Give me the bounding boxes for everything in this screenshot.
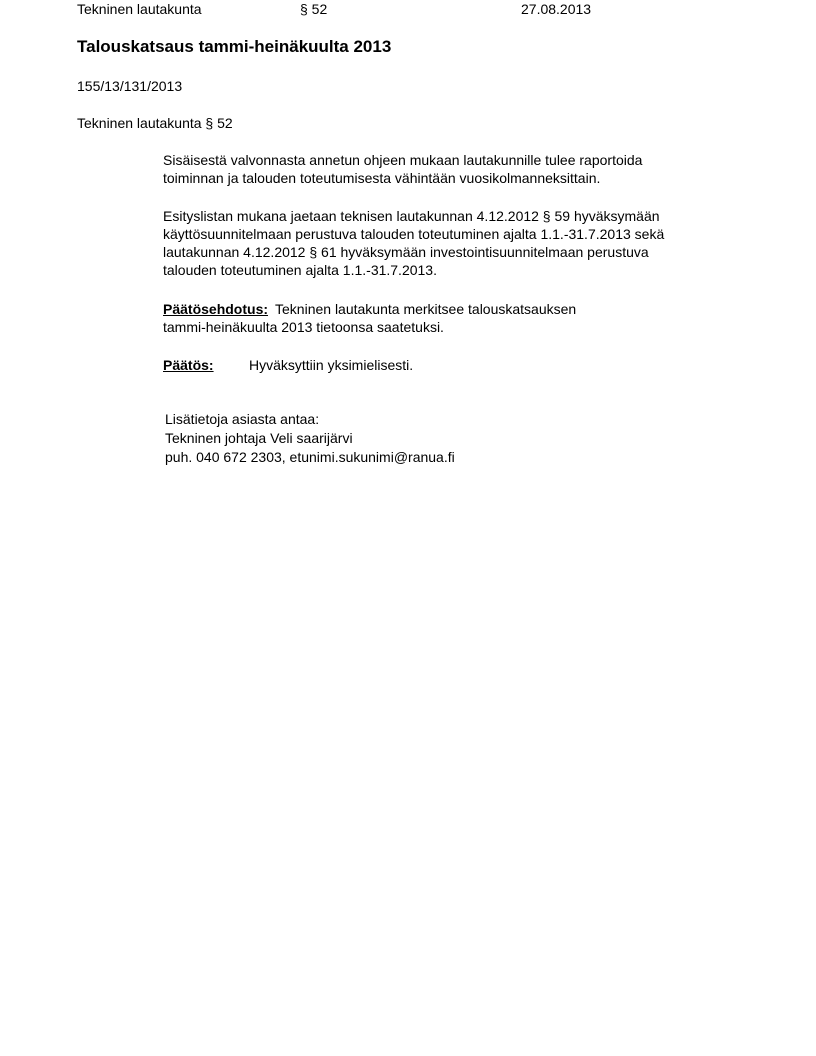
proposal-text-line1: Tekninen lautakunta merkitsee talouskatsauksen [275,301,577,317]
paragraph-line: talouden toteutuminen ajalta 1.1.-31.7.2013. [163,262,437,278]
header-date: 27.08.2013 [521,1,592,17]
reference-number: 155/13/131/2013 [77,78,183,94]
header-section-number: § 52 [300,1,328,17]
paragraph-line: Sisäisestä valvonnasta annetun ohjeen mukaan lautakunnille tulee raportoida [163,152,643,168]
header-board-name: Tekninen lautakunta [77,1,202,17]
paragraph-line: Esityslistan mukana jaetaan teknisen lautakunnan 4.12.2012 § 59 hyväksymään [163,208,660,224]
section-label: Tekninen lautakunta § 52 [77,115,233,131]
paragraph-line: toiminnan ja talouden toteutumisesta vähintään vuosikolmanneksittain. [163,170,601,186]
paragraph-reporting-requirement [163,151,763,187]
proposal-text-line2: tammi-heinäkuulta 2013 tietoonsa saatetuksi. [163,319,444,335]
paragraph-line: käyttösuunnitelmaan perustuva talouden toteutuminen ajalta 1.1.-31.7.2013 sekä [163,226,665,242]
document-title: Talouskatsaus tammi-heinäkuulta 2013 [77,37,392,56]
decision-label: Päätös: [163,357,214,373]
decision-text: Hyväksyttiin yksimielisesti. [249,357,414,373]
paragraph-line: lautakunnan 4.12.2012 § 61 hyväksymään investointisuunnitelmaan perustuva [163,244,649,260]
paragraph-agenda-attachments [163,207,763,279]
contact-line: Lisätietoja asiasta antaa: [165,411,320,427]
proposal-label: Päätösehdotus: [163,301,269,317]
contact-info [165,410,455,467]
decision [163,356,413,374]
decision-proposal [163,300,576,336]
contact-phone-email: puh. 040 672 2303, etunimi.sukunimi@ranua.fi [165,449,455,465]
proposal-row [163,300,576,318]
contact-person: Tekninen johtaja Veli saarijärvi [165,430,353,446]
